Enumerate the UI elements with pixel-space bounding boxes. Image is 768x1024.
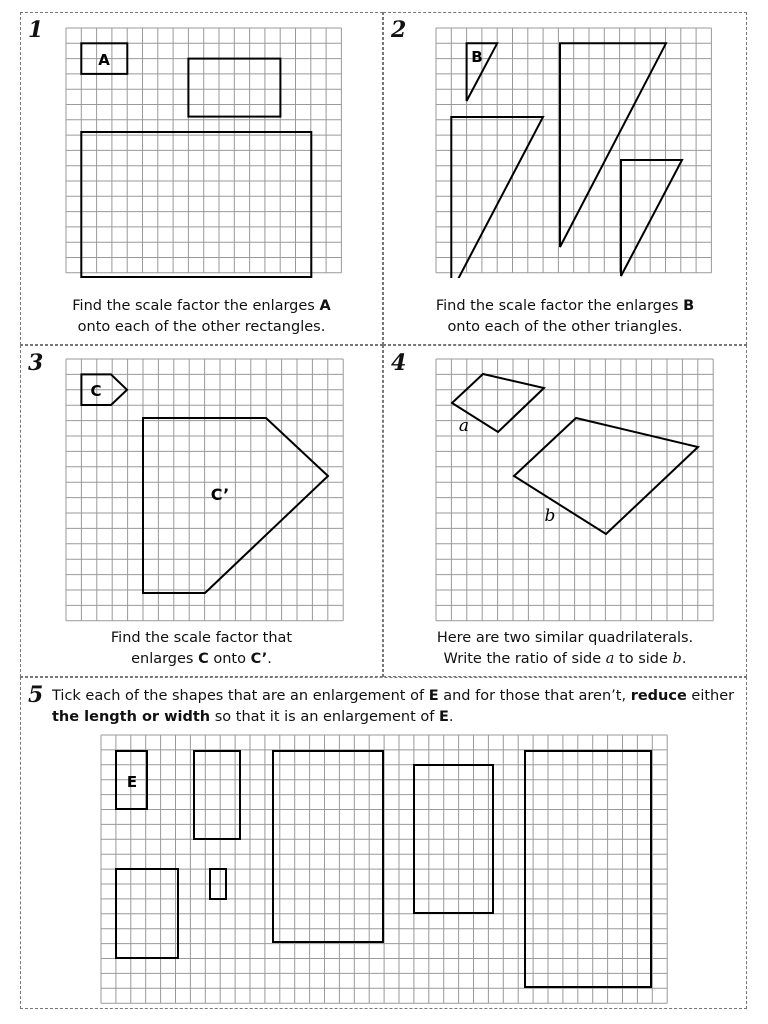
question-number: 3: [28, 350, 44, 376]
triangle-b-label: B: [471, 48, 483, 66]
instruction-bold: E: [438, 709, 449, 725]
rectangle-a-label: A: [98, 51, 110, 69]
caption-text: Find the scale factor that: [110, 630, 293, 646]
grid-5: [101, 735, 667, 1001]
side-a-label: a: [458, 416, 470, 436]
caption-text: Find the scale factor the enlarges: [435, 298, 684, 314]
question-number: 4: [391, 350, 407, 376]
question-number: 2: [391, 17, 407, 43]
side-b-label: b: [544, 506, 556, 526]
caption-bold: B: [683, 298, 695, 314]
caption-text: onto each of the other rectangles.: [77, 319, 326, 335]
instruction-text: Tick each of the shapes that are an enlargement of: [52, 688, 429, 704]
caption-text: onto: [208, 651, 251, 667]
caption-text: Here are two similar quadrilaterals.: [436, 630, 694, 646]
grid-4: [436, 359, 716, 622]
question-1-panel: [20, 12, 383, 345]
question-2-caption: [384, 296, 746, 338]
instruction-text: and for those that aren’t,: [438, 688, 631, 704]
instruction-text: either: [686, 688, 735, 704]
instruction-bold: E: [428, 688, 439, 704]
question-5-panel: [20, 677, 747, 1009]
grid-lines: [66, 359, 343, 621]
question-4-caption: [384, 628, 746, 670]
caption-bold: A: [319, 298, 331, 314]
grid-lines: [101, 735, 667, 1003]
question-3-panel: [20, 345, 383, 677]
caption-text: to side: [614, 651, 673, 667]
question-1-caption: [21, 296, 382, 338]
caption-bold: C: [198, 651, 209, 667]
grid-lines: [436, 359, 713, 621]
caption-variable: b: [672, 651, 682, 667]
caption-bold: C’: [250, 651, 268, 667]
instruction-bold: the length or width: [52, 709, 211, 725]
quadrilateral-large: [514, 418, 698, 534]
instruction-bold: reduce: [630, 688, 687, 704]
caption-text: .: [681, 651, 687, 667]
question-4-panel: [383, 345, 747, 677]
grid-3: [66, 359, 346, 622]
question-number: 5: [28, 682, 44, 708]
question-5-instructions: [52, 686, 742, 728]
pentagon-c-label: C: [90, 382, 102, 400]
triangle-small-right: [621, 160, 682, 276]
caption-text: Find the scale factor the enlarges: [72, 298, 320, 314]
pentagon-c-prime-label: C’: [210, 485, 230, 504]
caption-text: enlarges: [131, 651, 199, 667]
caption-variable: a: [605, 651, 615, 667]
grid-2: [436, 28, 716, 278]
question-3-caption: [21, 628, 382, 670]
caption-text: onto each of the other triangles.: [447, 319, 683, 335]
caption-text: Write the ratio of side: [443, 651, 606, 667]
question-2-panel: [383, 12, 747, 345]
rectangle-large: [81, 132, 311, 277]
question-number: 1: [28, 17, 44, 43]
caption-text: .: [267, 651, 272, 667]
rectangle-e-label: E: [126, 773, 138, 791]
grid-1: [66, 28, 346, 278]
instruction-text: so that it is an enlargement of: [210, 709, 439, 725]
instruction-text: .: [448, 709, 454, 725]
